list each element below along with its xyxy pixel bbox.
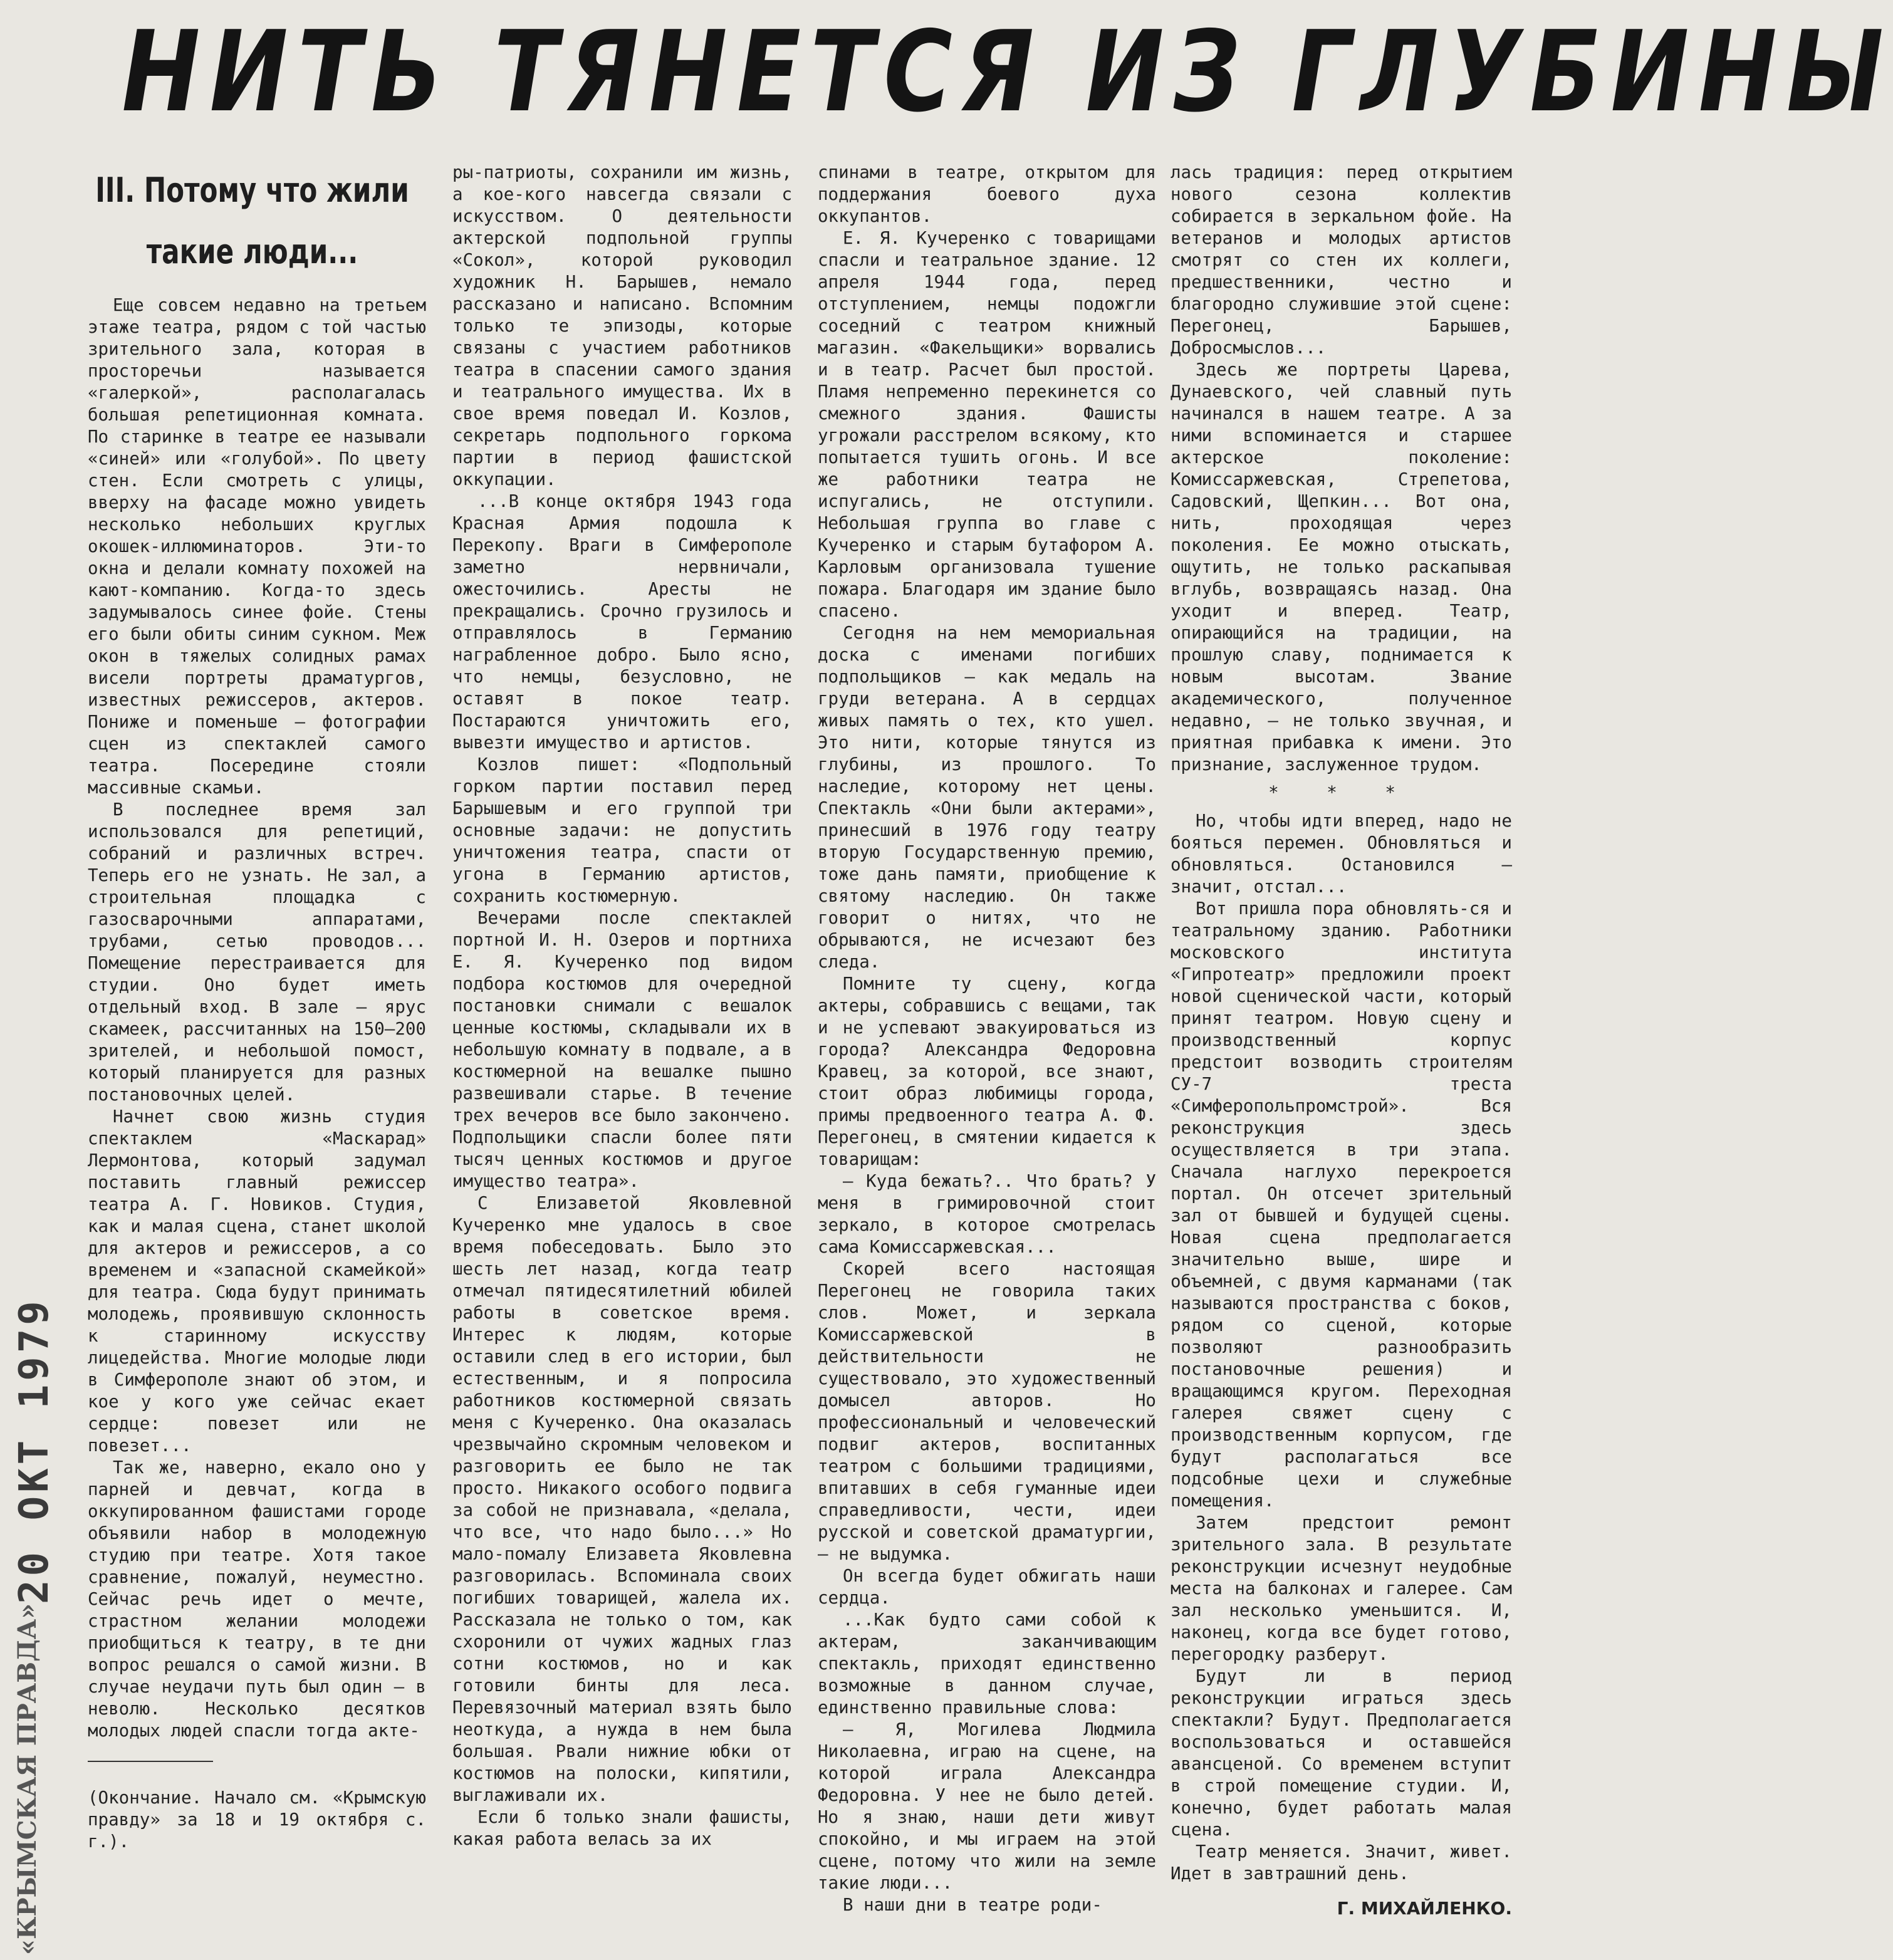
paragraph: Если б только знали фашисты, какая работа велась за их (452, 1807, 792, 1849)
endnote-divider (88, 1761, 213, 1762)
column-2 (452, 162, 792, 1850)
column-3 (818, 162, 1156, 1916)
paragraph: Но, чтобы идти вперед, надо не бояться перемен. Обновляться и обновляться. Остановился — значит, отстал... (1171, 811, 1512, 897)
author-signature: Г. МИХАЙЛЕНКО. (1337, 1898, 1512, 1919)
paragraph: спинами в театре, открытом для поддержания боевого духа оккупантов. (818, 162, 1156, 226)
paragraph: Здесь же портреты Царева, Дунаевского, чей славный путь начинался в нашем театре. А за ними вспоминается и старшее актерское поколение: Комиссаржевская, Стрепетова, Садовский, Щепкин... Вот она, нить, проходящая через поколения. Ее можно отыскать, ощутить, не только раскапывая вглубь, возвращаясь назад. Она уходит и вперед. Театр, опирающийся на традиции, на прошлую славу, поднимается к новым высотам. Звание академического, полученное недавно, — не только звучная, и приятная прибавка к имени. Это признание, заслуженное трудом. (1171, 360, 1512, 774)
column-4 (1171, 162, 1512, 1919)
paragraph: Помните ту сцену, когда актеры, собравшись с вещами, так и не успевают эвакуироваться из города? Александра Федоровна Кравец, за которой, все знают, стоит образ любимицы города, примы предвоенного театра А. Ф. Перегонец, в смятении кидается к товарищам: (818, 974, 1156, 1169)
paragraph: — Куда бежать?.. Что брать? У меня в гримировочной стоит зеркало, в которое смотрелась сама Комиссаржевская... (818, 1171, 1156, 1257)
endnote: (Окончание. Начало см. «Крымскую правду» за 18 и 19 октября с. г.). (88, 1788, 426, 1852)
paragraph: В последнее время зал использовался для репетиций, собраний и различных встреч. Теперь его не узнать. Не зал, а строительная площадка с газосварочными аппаратами, трубами, сетью проводов... Помещение перестраивается для студии. Оно будет иметь отдельный вход. В зале — ярус скамеек, рассчитанных на 150—200 зрителей, и небольшой помост, который планируется для разных постановочных целей. (88, 800, 426, 1105)
paragraph: Козлов пишет: «Подпольный горком партии поставил перед Барышевым и его группой три основные задачи: не допустить уничтожения театра, спасти от угона в Германию артистов, сохранить костюмерную. (452, 754, 792, 906)
paragraph: Скорей всего настоящая Перегонец не говорила таких слов. Может, и зеркала Комиссаржевской в действительности не существовало, это художественный домысел авторов. Но профессиональный и человеческий подвиг актеров, воспитанных театром с большими традициями, впитавших в себя гуманные идеи справедливости, чести, идеи русской и советской драматургии, — не выдумка. (818, 1259, 1156, 1564)
paragraph: Вот пришла пора обновлять-ся и театральному зданию. Работники московского института «Гипротеатр» предложили проект новой сценической части, который принят театром. Новую сцену и производственный корпус предстоит возводить строителям СУ-7 треста «Симферопольпромстрой». Вся реконструкция здесь осуществляется в три этапа. Сначала наглухо перекроется портал. Он отсечет зрительный зал от бывшей и будущей сцены. Новая сцена предполагается значительно выше, шире и объемней, с двумя карманами (так называются пространства с боков, рядом со сценой, которые позволяют разнообразить постановочные решения) и вращающимся кругом. Переходная галерея свяжет сцену с производственным корпусом, где будут располагаться все подсобные цехи и служебные помещения. (1171, 899, 1512, 1511)
section-separator: * * * (1268, 783, 1414, 803)
subheadline-line2: такие люди... (146, 232, 358, 271)
paragraph: В наши дни в театре роди- (843, 1895, 1102, 1915)
subheadline (69, 160, 435, 283)
paragraph: Е. Я. Кучеренко с товарищами спасли и театральное здание. 12 апреля 1944 года, перед отступлением, немцы подожгли соседний с театром книжный магазин. «Факельщики» ворвались и в театр. Расчет был простой. Пламя непременно перекинется со смежного здания. Фашисты угрожали расстрелом всякому, кто попытается тушить огонь. И все же работники театра не испугались, не отступили. Небольшая группа во главе с Кучеренко и старым бутафором А. Карловым организовала тушение пожара. Благодаря им здание было спасено. (818, 228, 1156, 621)
paragraph: Театр меняется. Значит, живет. Идет в завтрашний день. (1171, 1842, 1512, 1884)
paragraph: лась традиция: перед открытием нового сезона коллектив собирается в зеркальном фойе. На ветеранов и молодых артистов смотрят со стен их коллеги, предшественники, честно и благородно служившие этой сцене: Перегонец, Барышев, Добросмыслов... (1171, 162, 1512, 358)
paragraph: Сегодня на нем мемориальная доска с именами погибших подпольщиков — как медаль на груди ветерана. А в сердцах живых память о тех, кто ушел. Это нити, которые тянутся из глубины, из прошлого. То наследие, которому нет цены. Спектакль «Они были актерами», принесший в 1976 году театру вторую Государственную премию, тоже дань памяти, приобщение к святому наследию. Он также говорит о нитях, что не обрываются, не исчезают без следа. (818, 623, 1156, 972)
paragraph: Будут ли в период реконструкции играться здесь спектакли? Будут. Предполагается воспользоваться и оставшейся авансценой. Со временем вступит в строй помещение студии. И, конечно, будет работать малая сцена. (1171, 1666, 1512, 1840)
paragraph: ...В конце октября 1943 года Красная Армия подошла к Перекопу. Враги в Симферополе заметно нервничали, ожесточились. Аресты не прекращались. Срочно грузилось и отправлялось в Германию награбленное добро. Было ясно, что немцы, безусловно, не оставят в покое театр. Постараются уничтожить его, вывезти имущество и артистов. (452, 491, 792, 753)
paragraph: Еще совсем недавно на третьем этаже театра, рядом с той частью зрительного зала, которая в просторечьи называется «галеркой», располагалась большая репетиционная комната. По старинке в театре ее называли «синей» или «голубой». По цвету стен. Если смотреть с улицы, вверху на фасаде можно увидеть несколько небольших круглых окошек-иллюминаторов. Эти-то окна и делали комнату похожей на кают-компанию. Когда-то здесь задумывалось синее фойе. Стены его были обиты синим сукном. Меж окон в тяжелых солидных рамах висели портреты драматургов, известных режиссеров, актеров. Пониже и поменьше — фотографии сцен из спектаклей самого театра. Посередине стояли массивные скамьи. (88, 295, 426, 798)
paragraph: С Елизаветой Яковлевной Кучеренко мне удалось в свое время побеседовать. Было это шесть лет назад, когда театр отмечал пятидесятилетний юбилей работы в советское время. Интерес к людям, которые оставили след в его истории, был естественным, и я попросила работников костюмерной связать меня с Кучеренко. Она оказалась чрезвычайно скромным человеком и разговорить ее было не так просто. Никакого особого подвига за собой не признавала, «делала, что все, что надо было...» Но мало-помалу Елизавета Яковлевна разговорилась. Вспоминала своих погибших товарищей, жалела их. Рассказала не только о том, как схоронили от чужих жадных глаз сотни костюмов, но и как готовили бинты для леса. Перевязочный материал взять было неоткуда, а нужда в нем была большая. Рвали нижние юбки от костюмов на полоски, кипятили, выглаживали их. (452, 1193, 792, 1805)
paragraph: ...Как будто сами собой к актерам, заканчивающим спектакль, приходят единственно возможные в данном случае, единственно правильные слова: (818, 1610, 1156, 1718)
paragraph: ры-патриоты, сохранили им жизнь, а кое-кого навсегда связали с искусством. О деятельности актерской подпольной группы «Сокол», которой руководил художник Н. Барышев, немало рассказано и написано. Вспомним только те эпизоды, которые связаны с участием работников театра в спасении самого здания и театрального имущества. Их в свое время поведал И. Козлов, секретарь подпольного горкома партии в период фашистской оккупации. (452, 162, 792, 489)
column-1 (88, 295, 426, 1853)
paragraph: Он всегда будет обжигать наши сердца. (818, 1566, 1156, 1608)
paragraph: Затем предстоит ремонт зрительного зала. В результате реконструкции исчезнут неудобные места на балконах и галерее. Сам зал несколько уменьшится. И, наконец, когда все будет готово, перегородку разберут. (1171, 1513, 1512, 1664)
headline: НИТЬ ТЯНЕТСЯ ИЗ ГЛУБИНЫ (122, 7, 1893, 137)
paragraph: Вечерами после спектаклей портной И. Н. Озеров и портниха Е. Я. Кучеренко под видом подбора костюмов для очередной постановки снимали с вешалок ценные костюмы, складывали их в небольшую комнату в подвале, а в костюмерной на вешалке пышно развешивали старье. В течение трех вечеров все было закончено. Подпольщики спасли более пяти тысяч ценных костюмов и другое имущество театра». (452, 908, 792, 1191)
subheadline-line1: III. Потому что жили (95, 170, 409, 210)
newspaper-name: «КРЫМСКАЯ ПРАВДА» (13, 1603, 42, 1955)
paragraph: Начнет свою жизнь студия спектаклем «Маскарад» Лермонтова, который задумал поставить главный режиссер театра А. Г. Новиков. Студия, как и малая сцена, станет школой для актеров и режиссеров, а со временем и «запасной скамейкой» для театра. Сюда будут принимать молодежь, проявившую склонность к старинному искусству лицедейства. Многие молодые люди в Симферополе знают об этом, и кое у кого уже сейчас екает сердце: повезет или не повезет... (88, 1107, 426, 1456)
paragraph: Так же, наверно, екало оно у парней и девчат, когда в оккупированном фашистами городе объявили набор в молодежную студию при театре. Хотя такое сравнение, пожалуй, неуместно. Сейчас речь идет о мечте, страстном желании молодежи приобщиться к театру, в те дни вопрос решался о самой жизни. В случае неудачи путь был один — в неволю. Несколько десятков молодых людей спасли тогда акте- (88, 1457, 426, 1741)
date-stamp: 20 ОКТ 1979 (11, 1297, 58, 1604)
paragraph: — Я, Могилева Людмила Николаевна, играю на сцене, на которой играла Александра Федоровна. У нее не было детей. Но я знаю, наши дети живут спокойно, и мы играем на этой сцене, потому что жили на земле такие люди... (818, 1719, 1156, 1893)
